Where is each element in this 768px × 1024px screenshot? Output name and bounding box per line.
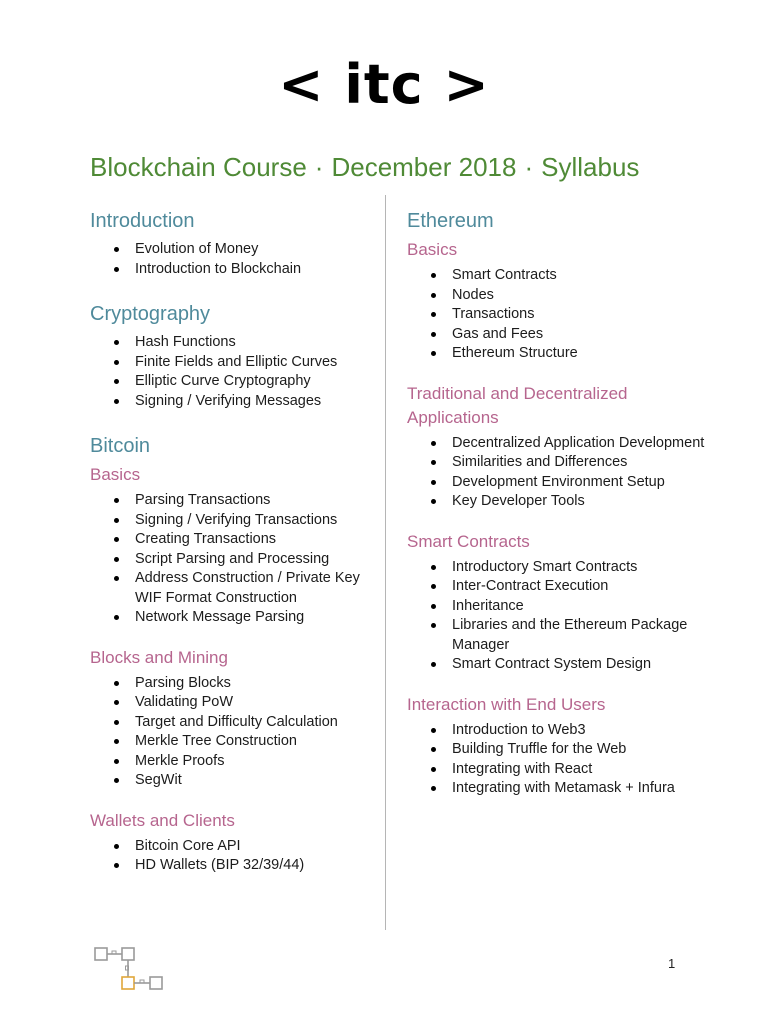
title-separator: · bbox=[524, 152, 534, 182]
list-item bbox=[114, 392, 375, 412]
list-item bbox=[431, 558, 707, 578]
bullet-icon bbox=[114, 518, 119, 523]
list-item-text: Elliptic Curve Cryptography bbox=[135, 373, 311, 389]
bullet-icon bbox=[431, 604, 436, 609]
list-item bbox=[114, 732, 375, 752]
bullet-icon bbox=[114, 576, 119, 581]
bitcoin-basics-heading: Basics bbox=[90, 465, 141, 484]
list-item bbox=[431, 325, 707, 345]
title-date: December 2018 bbox=[331, 152, 517, 182]
ethereum-basics-heading: Basics bbox=[407, 240, 458, 259]
page-number: 1 bbox=[668, 956, 676, 971]
list-item-text: Signing / Verifying Messages bbox=[135, 392, 322, 409]
section-cryptography-heading: Cryptography bbox=[90, 303, 211, 325]
list-item bbox=[431, 344, 707, 364]
title-course: Blockchain Course bbox=[90, 152, 307, 182]
list-item-text: Address Construction / Private Key WIF Format Construction bbox=[135, 570, 360, 606]
bullet-icon bbox=[431, 623, 436, 628]
list-item-text: Introduction to Blockchain bbox=[135, 260, 302, 277]
list-item-text: Introductory Smart Contracts bbox=[452, 558, 638, 575]
list-item-text: Inter-Contract Execution bbox=[452, 578, 609, 594]
column-divider bbox=[385, 195, 386, 930]
bullet-icon bbox=[431, 273, 436, 278]
list-item bbox=[114, 608, 375, 628]
list-item-text: Decentralized Application Development bbox=[452, 434, 705, 451]
list-item-text: Parsing Transactions bbox=[135, 492, 271, 508]
ethereum-basics-list bbox=[407, 266, 707, 364]
smart-contracts-heading: Smart Contracts bbox=[407, 531, 530, 551]
list-item-text: Smart Contract System Design bbox=[452, 656, 652, 672]
list-item bbox=[431, 779, 707, 799]
bullet-icon bbox=[431, 460, 436, 465]
cryptography-list bbox=[90, 333, 375, 411]
smart-contracts-list bbox=[407, 558, 707, 675]
bullet-icon bbox=[431, 786, 436, 791]
interaction-end-users-heading: Interaction with End Users bbox=[407, 694, 606, 714]
list-item-text: Introduction to Web3 bbox=[452, 721, 586, 738]
list-item-text: Integrating with React bbox=[452, 760, 593, 777]
list-item bbox=[114, 491, 375, 511]
list-item bbox=[431, 492, 707, 512]
page-title bbox=[90, 150, 728, 184]
bullet-icon bbox=[431, 728, 436, 733]
list-item-text: Inheritance bbox=[452, 597, 524, 614]
list-item bbox=[114, 511, 375, 531]
list-item bbox=[114, 693, 375, 713]
title-separator: · bbox=[314, 152, 324, 182]
list-item bbox=[431, 305, 707, 325]
bullet-icon bbox=[431, 747, 436, 752]
list-item-text: Network Message Parsing bbox=[135, 609, 305, 625]
list-item-text: Evolution of Money bbox=[135, 241, 259, 257]
list-item-text: Creating Transactions bbox=[135, 531, 277, 547]
bullet-icon bbox=[114, 379, 119, 384]
list-item-text: Finite Fields and Elliptic Curves bbox=[135, 353, 338, 370]
list-item-text: Merkle Tree Construction bbox=[135, 733, 297, 749]
bullet-icon bbox=[431, 480, 436, 485]
traditional-decentralized-heading: Traditional and Decentralized Applications bbox=[407, 383, 628, 427]
list-item-text: Gas and Fees bbox=[452, 325, 544, 342]
bullet-icon bbox=[114, 360, 119, 365]
blocks-mining-heading: Blocks and Mining bbox=[90, 647, 228, 667]
wallets-clients-list bbox=[90, 837, 375, 876]
bullet-icon bbox=[431, 499, 436, 504]
list-item-text: Merkle Proofs bbox=[135, 752, 225, 769]
bullet-icon bbox=[114, 844, 119, 849]
list-item-text: Nodes bbox=[452, 286, 494, 303]
list-item-text: Hash Functions bbox=[135, 334, 236, 350]
bullet-icon bbox=[431, 351, 436, 356]
bullet-icon bbox=[431, 767, 436, 772]
list-item-text: Development Environment Setup bbox=[452, 473, 665, 490]
list-item bbox=[114, 674, 375, 694]
bullet-icon bbox=[114, 739, 119, 744]
list-item-text: Target and Difficulty Calculation bbox=[135, 713, 338, 730]
list-item-text: Building Truffle for the Web bbox=[452, 741, 627, 757]
bullet-icon bbox=[114, 557, 119, 562]
section-ethereum-heading: Ethereum bbox=[407, 210, 494, 232]
bullet-icon bbox=[114, 340, 119, 345]
title-syllabus: Syllabus bbox=[541, 152, 640, 182]
list-item bbox=[431, 286, 707, 306]
list-item bbox=[431, 473, 707, 493]
list-item bbox=[114, 530, 375, 550]
section-introduction-heading: Introduction bbox=[90, 210, 195, 232]
bullet-icon bbox=[114, 863, 119, 868]
bullet-icon bbox=[431, 584, 436, 589]
list-item-text: Libraries and the Ethereum Package Manager bbox=[452, 617, 688, 653]
list-item-text: Smart Contracts bbox=[452, 267, 557, 283]
bullet-icon bbox=[114, 759, 119, 764]
list-item bbox=[431, 721, 707, 741]
list-item-text: Bitcoin Core API bbox=[135, 837, 241, 854]
list-item bbox=[431, 760, 707, 780]
list-item-text: SegWit bbox=[135, 772, 182, 788]
blockchain-footer-logo bbox=[94, 944, 168, 994]
bullet-icon bbox=[114, 615, 119, 620]
list-item bbox=[114, 333, 375, 353]
list-item-text: HD Wallets (BIP 32/39/44) bbox=[135, 857, 305, 873]
list-item bbox=[114, 550, 375, 570]
list-item bbox=[114, 569, 375, 608]
list-item-text: Transactions bbox=[452, 306, 535, 322]
bitcoin-basics-list bbox=[90, 491, 375, 628]
list-item bbox=[114, 260, 375, 280]
left-column bbox=[90, 206, 375, 876]
list-item-text: Key Developer Tools bbox=[452, 493, 585, 509]
bullet-icon bbox=[431, 312, 436, 317]
bullet-icon bbox=[114, 700, 119, 705]
list-item bbox=[431, 577, 707, 597]
list-item bbox=[114, 372, 375, 392]
right-column bbox=[407, 206, 707, 799]
list-item bbox=[114, 752, 375, 772]
itc-logo: < itc > bbox=[278, 53, 490, 116]
introduction-list bbox=[90, 240, 375, 279]
list-item bbox=[114, 353, 375, 373]
bullet-icon bbox=[431, 293, 436, 298]
section-bitcoin-heading: Bitcoin bbox=[90, 435, 151, 457]
bullet-icon bbox=[114, 399, 119, 404]
blocks-mining-list bbox=[90, 674, 375, 791]
list-item bbox=[431, 266, 707, 286]
wallets-clients-heading: Wallets and Clients bbox=[90, 810, 235, 830]
bullet-icon bbox=[114, 720, 119, 725]
list-item bbox=[431, 616, 707, 655]
list-item bbox=[431, 434, 707, 454]
traditional-decentralized-list bbox=[407, 434, 707, 512]
list-item bbox=[114, 837, 375, 857]
list-item-text: Ethereum Structure bbox=[452, 345, 578, 361]
list-item bbox=[431, 740, 707, 760]
list-item bbox=[431, 597, 707, 617]
list-item-text: Similarities and Differences bbox=[452, 454, 628, 470]
bullet-icon bbox=[114, 681, 119, 686]
bullet-icon bbox=[114, 498, 119, 503]
list-item bbox=[114, 856, 375, 876]
list-item-text: Signing / Verifying Transactions bbox=[135, 511, 338, 528]
interaction-end-users-list bbox=[407, 721, 707, 799]
list-item-text: Validating PoW bbox=[135, 694, 234, 710]
list-item-text: Script Parsing and Processing bbox=[135, 550, 330, 567]
list-item bbox=[114, 240, 375, 260]
list-item bbox=[431, 453, 707, 473]
bullet-icon bbox=[431, 565, 436, 570]
bullet-icon bbox=[114, 247, 119, 252]
list-item-text: Parsing Blocks bbox=[135, 674, 231, 691]
bullet-icon bbox=[114, 267, 119, 272]
bullet-icon bbox=[431, 332, 436, 337]
list-item-text: Integrating with Metamask + Infura bbox=[452, 780, 675, 796]
list-item bbox=[114, 771, 375, 791]
bullet-icon bbox=[114, 778, 119, 783]
bullet-icon bbox=[114, 537, 119, 542]
list-item bbox=[114, 713, 375, 733]
list-item bbox=[431, 655, 707, 675]
bullet-icon bbox=[431, 441, 436, 446]
bullet-icon bbox=[431, 662, 436, 667]
